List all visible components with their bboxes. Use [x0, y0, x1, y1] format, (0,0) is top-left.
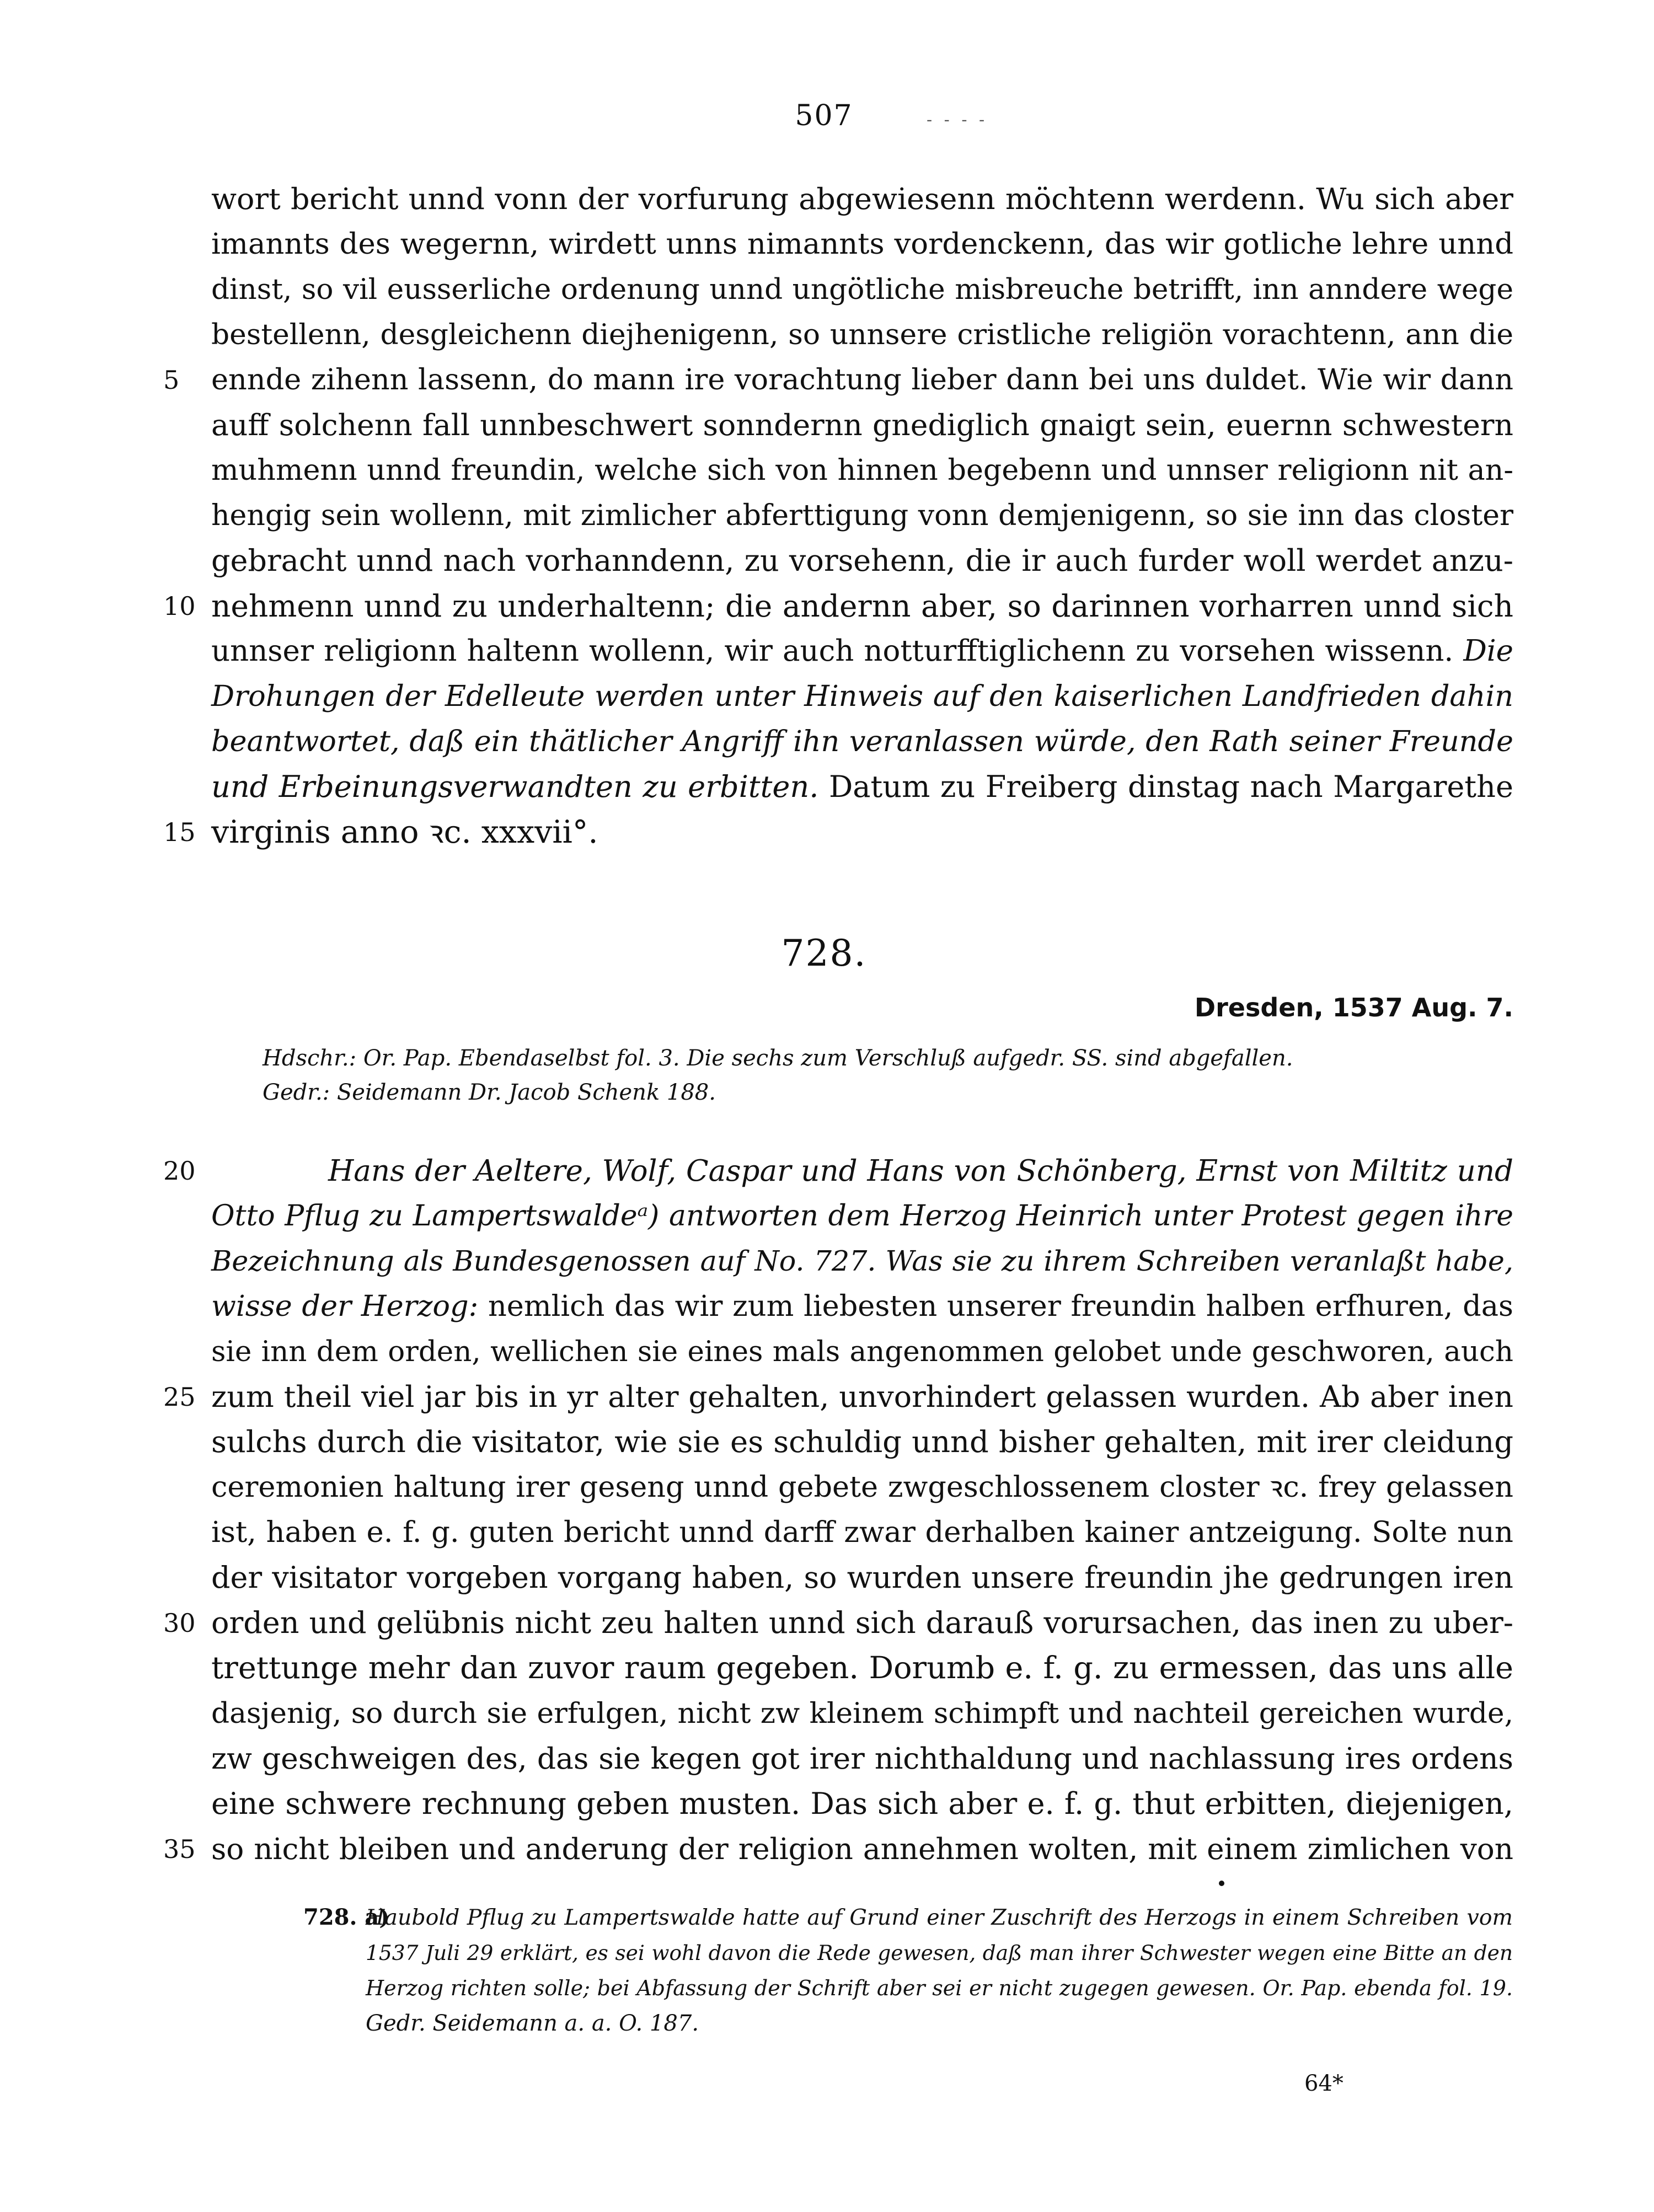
body-line: bestellenn, desgleichenn diejhenigenn, so unnsere cristliche religiön vorachtenn, ann die [211, 318, 1513, 351]
body-line: trettunge mehr dan zuvor raum gegeben. Dorumb e. f. g. zu ermessen, das uns alle [211, 1650, 1513, 1686]
body-line-mixed [211, 1284, 1513, 1329]
body-line: wort bericht unnd vonn der vorfurung abgewiesenn möchtenn werdenn. Wu sich aber [211, 181, 1513, 216]
body-line: nehmenn unnd zu underhaltenn; die andernn aber, so darinnen vorharren unnd sich [211, 588, 1513, 624]
footnote-line: 1537 Juli 29 erklärt, es sei wohl davon die Rede gewesen, daß man ihrer Schwester wegen eine Bitte an den [366, 1941, 1513, 1965]
body-line: zw geschweigen des, das sie kegen got irer nichthaldung und nachlassung ires ordens [211, 1741, 1513, 1776]
body-line: imannts des wegernn, wirdett unns nimannts vordenckenn, das wir gotliche lehre unnd [211, 227, 1513, 261]
body-line-text: unnser religionn haltenn wollenn, wir auch notturfftiglichenn zu vorsehen wissenn. [211, 634, 1454, 668]
body-line: auff solchenn fall unnbeschwert sonndernn gnediglich gnaigt sein, euernn schwestern [211, 408, 1513, 442]
regest-line: Otto Pflug zu Lampertswaldeᵃ) antworten dem Herzog Heinrich unter Protest gegen ihre [211, 1199, 1513, 1233]
italic-summary-line: Drohungen der Edelleute werden unter Hinweis auf den kaiserlichen Landfrieden dahin [211, 679, 1513, 713]
line-number: 10 [163, 591, 196, 621]
footnote-separator-dot [1219, 1881, 1224, 1886]
body-line-with-italic [211, 629, 1513, 674]
body-line: zum theil viel jar bis in yr alter gehalten, unvorhindert gelassen wurden. Ab aber inen [211, 1379, 1513, 1414]
italic-summary-line: beantwortet, daß ein thätlicher Angriff ihn veranlassen würde, den Rath seiner Freunde [211, 725, 1513, 758]
body-line: sulchs durch die visitator, wie sie es schuldig unnd bisher gehalten, mit irer cleidung [211, 1424, 1513, 1459]
body-line: so nicht bleiben und anderung der religion annehmen wolten, mit einem zimlichen von [211, 1832, 1513, 1866]
body-line-mixed [211, 764, 1513, 810]
line-number: 25 [163, 1382, 196, 1412]
body-line: dinst, so vil eusserliche ordenung unnd ungötliche misbreuche betrifft, inn anndere wege [211, 273, 1513, 306]
body-line: hengig sein wollenn, mit zimlicher abferttigung vonn demjenigenn, so sie inn das closter [211, 499, 1513, 532]
signature-mark: 64* [1304, 2071, 1343, 2096]
body-line: ist, haben e. f. g. guten bericht unnd darff zwar derhalben kainer antzeigung. Solte nun [211, 1515, 1513, 1549]
body-line: orden und gelübnis nicht zeu halten unnd sich darauß vorursachen, das inen zu uber- [211, 1605, 1513, 1640]
body-line: virginis anno ꝛc. xxxvii°. [211, 814, 598, 850]
page-number: 507 [795, 99, 853, 132]
regest-line: Bezeichnung als Bundesgenossen auf No. 727. Was sie zu ihrem Schreiben veranlaßt habe, [211, 1245, 1513, 1277]
body-line: sie inn dem orden, wellichen sie eines mals angenommen gelobet unde geschworen, auch [211, 1335, 1513, 1368]
document-number: 728. [781, 932, 867, 974]
document-place-date: Dresden, 1537 Aug. 7. [1194, 993, 1513, 1022]
body-line: dasjenig, so durch sie erfulgen, nicht zw kleinem schimpft und nachteil gereichen wurde, [211, 1697, 1513, 1730]
regest-line: Hans der Aeltere, Wolf, Caspar und Hans von Schönberg, Ernst von Miltitz und [328, 1154, 1513, 1188]
footnote-line: Gedr. Seidemann a. a. O. 187. [366, 2011, 699, 2036]
source-manuscript: Hdschr.: Or. Pap. Ebendaselbst fol. 3. Die sechs zum Verschluß aufgedr. SS. sind abgefallen. [263, 1046, 1293, 1071]
italic-summary-start: Die [1463, 634, 1514, 668]
body-line: der visitator vorgeben vorgang haben, so wurden unsere freundin jhe gedrungen iren [211, 1560, 1513, 1595]
regest-end: wisse der Herzog: [211, 1289, 479, 1323]
body-line: ennde zihenn lassenn, do mann ire vorachtung lieber dann bei uns duldet. Wie wir dann [211, 363, 1513, 397]
body-line: eine schwere rechnung geben musten. Das sich aber e. f. g. thut erbitten, diejenigen, [211, 1786, 1513, 1821]
body-line-text: nemlich das wir zum liebesten unserer freundin halben erfhuren, das [488, 1289, 1513, 1323]
source-printed: Gedr.: Seidemann Dr. Jacob Schenk 188. [263, 1080, 716, 1105]
line-number: 5 [163, 365, 180, 395]
body-line: gebracht unnd nach vorhanndenn, zu vorsehenn, die ir auch furder woll werdet anzu- [211, 543, 1513, 578]
line-number: 30 [163, 1608, 196, 1638]
line-number: 20 [163, 1156, 196, 1186]
dating-clause: Datum zu Freiberg dinstag nach Margarethe [828, 769, 1513, 804]
page-number-ornament: - - - - [927, 110, 988, 130]
body-line: ceremonien haltung irer geseng unnd gebete zwgeschlossenem closter ꝛc. frey gelassen [211, 1470, 1513, 1504]
italic-summary-end: und Erbeinungsverwandten zu erbitten. [211, 769, 819, 804]
footnote-label: 728. a) [303, 1904, 390, 1930]
line-number: 35 [163, 1834, 196, 1864]
footnote-line: Haubold Pflug zu Lampertswalde hatte auf Grund einer Zuschrift des Herzogs in einem Schreiben vom [366, 1905, 1513, 1930]
body-line: muhmenn unnd freundin, welche sich von hinnen begebenn und unnser religionn nit an- [211, 453, 1513, 487]
footnote-line: Herzog richten solle; bei Abfassung der Schrift aber sei er nicht zugegen gewesen. Or. Pap. ebenda fol. 19. [366, 1976, 1513, 2000]
line-number: 15 [163, 817, 196, 847]
